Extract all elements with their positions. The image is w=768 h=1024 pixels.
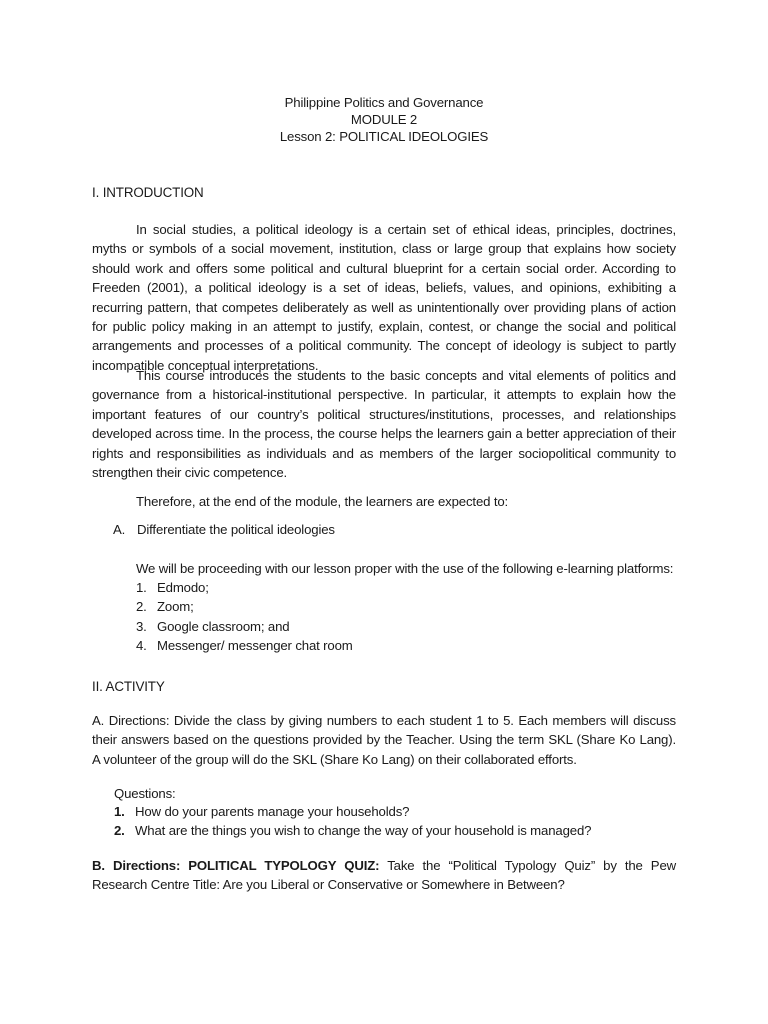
objective-text: Differentiate the political ideologies xyxy=(137,522,335,537)
platform-list xyxy=(92,578,676,656)
directions-b-text: Take the “Political Typology Quiz” by the Pew Research Centre Title: Are you Liberal or Conservative or Somewhere in Between? xyxy=(92,858,676,893)
question-text: How do your parents manage your households? xyxy=(135,804,410,819)
platform-text: Google classroom; and xyxy=(157,618,290,634)
platform-item xyxy=(136,578,676,597)
question-number: 2. xyxy=(114,823,125,839)
document-header xyxy=(0,94,768,145)
platform-text: Edmodo; xyxy=(157,580,209,595)
platforms-intro: We will be proceeding with our lesson proper with the use of the following e-learning platforms: xyxy=(136,561,674,576)
platform-item xyxy=(136,597,676,616)
intro-paragraph-1: In social studies, a political ideology is a certain set of ethical ideas, principles, doctrines, myths or symbols of a social movement, institution, class or large group that explains how society should work and offers some political and cultural blueprint for a certain social order. According to Freeden (2001), a political ideology is a set of ideas, beliefs, values, and opinions, exhibiting a recurring pattern, that competes deliberately as well as unintentionally over providing plans of action for public policy making in an attempt to justify, explain, contest, or change the social and political arrangements and processes of a political community. The concept of ideology is subject to partly incompatible conceptual interpretations. xyxy=(92,222,676,373)
platform-item xyxy=(136,636,676,655)
course-title: Philippine Politics and Governance xyxy=(284,95,484,110)
directions-b xyxy=(92,856,676,895)
objective-item xyxy=(92,520,676,539)
platform-number: 3. xyxy=(136,618,147,634)
directions-a: A. Directions: Divide the class by giving numbers to each student 1 to 5. Each members will discuss their answers based on the questions provided by the Teacher. Using the term SKL (Share Ko Lang). A volunteer of the group will do the SKL (Share Ko Lang) on their collaborated efforts. xyxy=(92,713,676,767)
question-text: What are the things you wish to change the way of your household is managed? xyxy=(135,823,592,839)
platform-text: Messenger/ messenger chat room xyxy=(157,638,353,654)
intro-paragraph-2: This course introduces the students to the basic concepts and vital elements of politics and governance from a historical-institutional perspective. In particular, it attempts to explain how the important features of our country’s political structures/institutions, processes, and relationships developed across time. In the process, the course helps the learners gain a better appreciation of their rights and responsibilities as individuals and as members of the larger sociopolitical community to strengthen their civic competence. xyxy=(92,368,676,481)
questions-label: Questions: xyxy=(114,786,176,801)
intro-paragraph-3: Therefore, at the end of the module, the learners are expected to: xyxy=(136,494,509,509)
platform-text: Zoom; xyxy=(157,599,194,615)
module-title: MODULE 2 xyxy=(350,112,418,127)
platform-number: 4. xyxy=(136,638,147,654)
question-number: 1. xyxy=(114,804,125,819)
activity-heading: II. ACTIVITY xyxy=(92,679,165,694)
platform-item xyxy=(136,617,676,636)
question-item xyxy=(114,821,676,840)
introduction-heading: I. INTRODUCTION xyxy=(92,185,204,200)
directions-b-label: B. Directions: POLITICAL TYPOLOGY QUIZ: xyxy=(92,858,380,873)
question-list xyxy=(92,802,676,841)
objective-marker: A. xyxy=(113,522,126,537)
question-item xyxy=(114,802,676,821)
platform-number: 1. xyxy=(136,580,147,595)
lesson-title: Lesson 2: POLITICAL IDEOLOGIES xyxy=(279,129,489,144)
platform-number: 2. xyxy=(136,599,147,615)
